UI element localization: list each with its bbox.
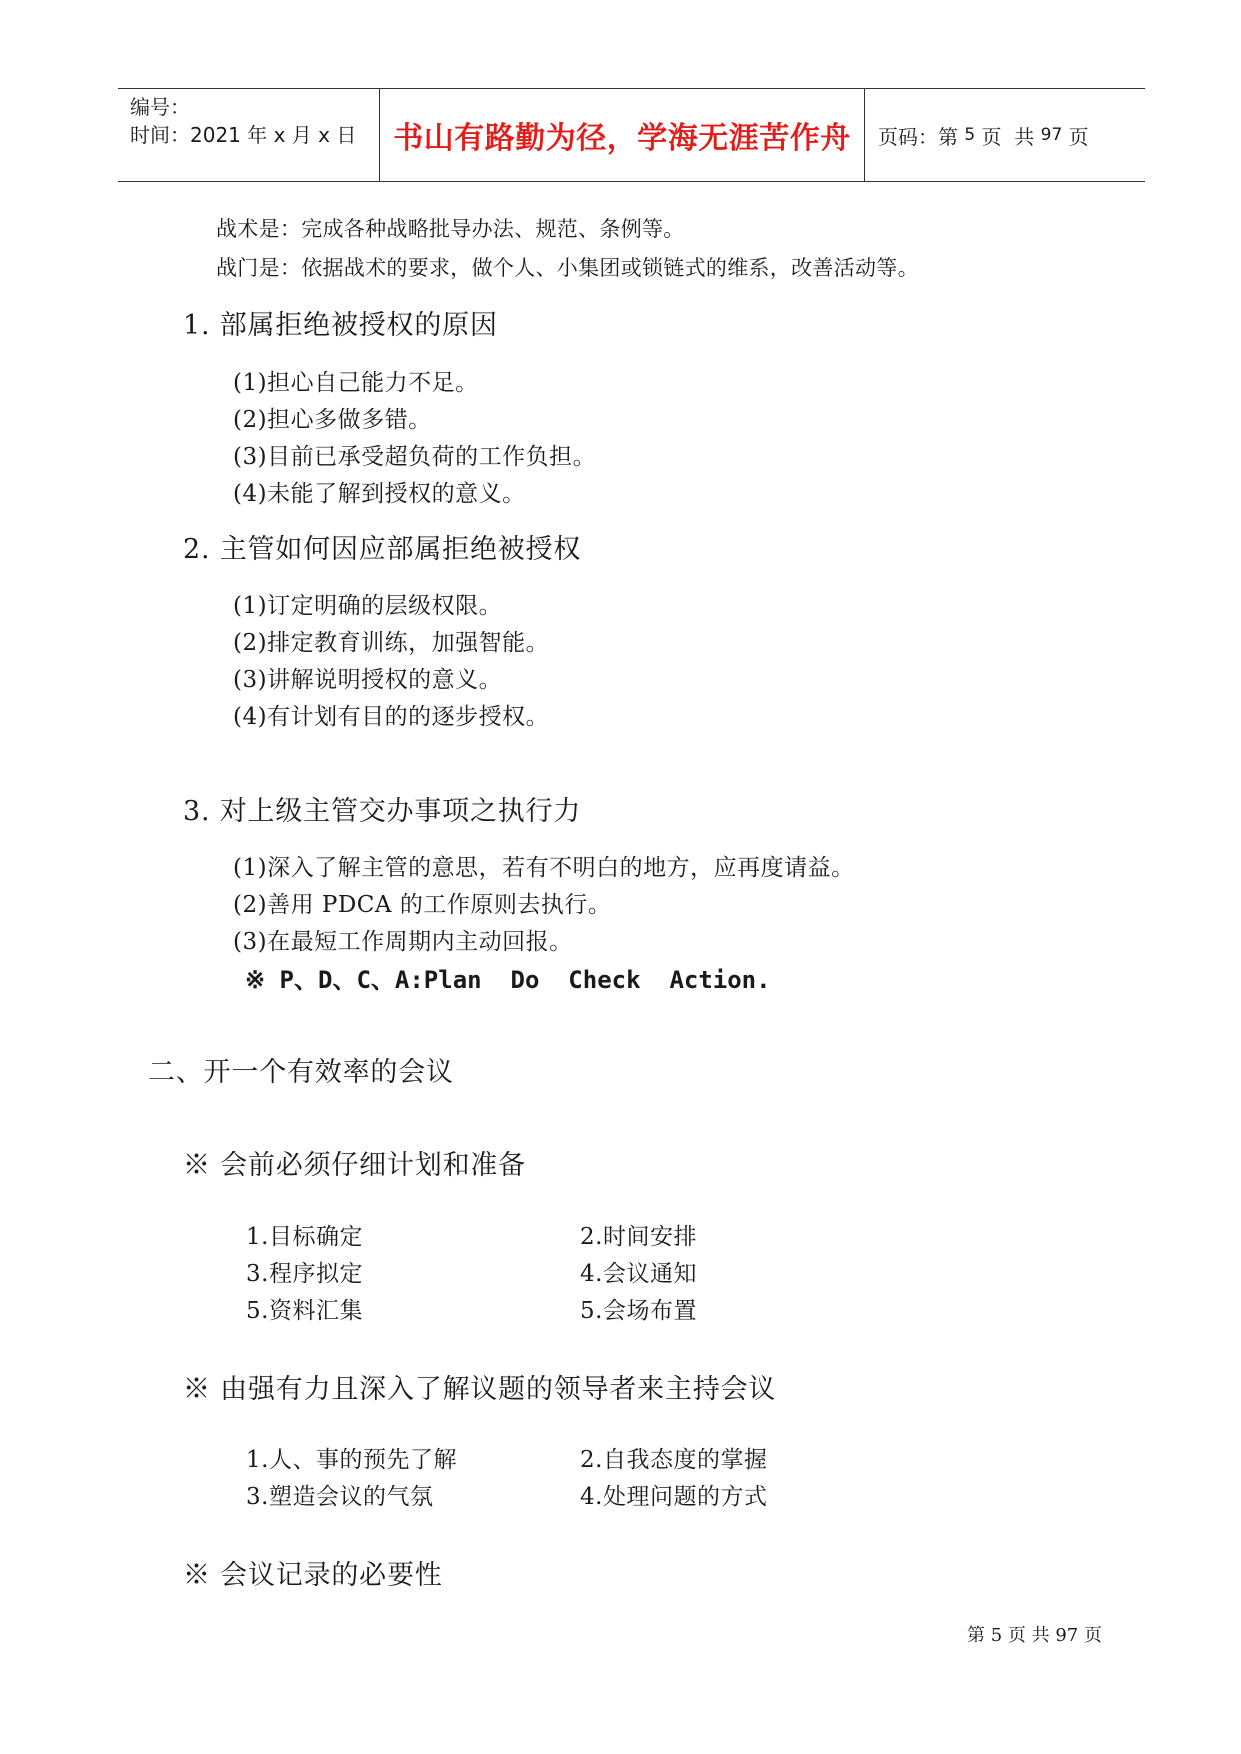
prep-item: 2.时间安排 xyxy=(580,1224,697,1250)
list-item: (4)有计划有目的的逐步授权。 xyxy=(233,704,550,730)
prep-item: 5.会场布置 xyxy=(580,1298,697,1324)
header-meta xyxy=(130,93,356,149)
list-item: (3)讲解说明授权的意义。 xyxy=(233,667,503,693)
list-item: (1)担心自己能力不足。 xyxy=(233,370,479,396)
meeting-title: 二、开一个有效率的会议 xyxy=(148,1057,454,1088)
intro-combat: 战门是：依据战术的要求，做个人、小集团或锁链式的维系，改善活动等。 xyxy=(216,256,919,280)
prep-item: 1.目标确定 xyxy=(246,1224,363,1250)
header-motto: 书山有路勤为径，学海无涯苦作舟 xyxy=(393,121,851,156)
list-item: (3)目前已承受超负荷的工作负担。 xyxy=(233,444,597,470)
document-number-label: 编号： xyxy=(130,95,190,119)
leader-item: 3.塑造会议的气氛 xyxy=(246,1484,434,1510)
records-title: ※ 会议记录的必要性 xyxy=(183,1560,443,1591)
list-item: (1)订定明确的层级权限。 xyxy=(233,593,503,619)
leader-item: 2.自我态度的掌握 xyxy=(580,1447,768,1473)
header-page-info xyxy=(878,89,1089,181)
list-item: (2)排定教育训练，加强智能。 xyxy=(233,630,550,656)
page-footer: 第 5 页 共 97 页 xyxy=(967,1625,1102,1646)
document-time-label: 时间：2021 年 x 月 x 日 xyxy=(130,123,357,147)
page-header xyxy=(118,88,1145,182)
prep-title: ※ 会前必须仔细计划和准备 xyxy=(183,1150,526,1181)
leader-item: 4.处理问题的方式 xyxy=(580,1484,768,1510)
section3-title: 3. 对上级主管交办事项之执行力 xyxy=(183,796,582,827)
leader-item: 1.人、事的预先了解 xyxy=(246,1447,457,1473)
prep-item: 4.会议通知 xyxy=(580,1261,697,1287)
section2-title: 2. 主管如何因应部属拒绝被授权 xyxy=(183,534,582,565)
header-divider xyxy=(864,89,865,181)
page-number: 5 xyxy=(964,125,976,145)
page-prefix: 页码：第 xyxy=(878,124,965,149)
intro-tactics: 战术是：完成各种战略批导办法、规范、条例等。 xyxy=(216,217,685,241)
leader-title: ※ 由强有力且深入了解议题的领导者来主持会议 xyxy=(183,1374,777,1405)
prep-item: 5.资料汇集 xyxy=(246,1298,363,1324)
page-suffix: 页 xyxy=(1062,124,1089,149)
page-mid: 页 共 xyxy=(975,124,1041,149)
pdca-note: ※ P、D、C、A:Plan Do Check Action. xyxy=(245,966,771,994)
list-item: (3)在最短工作周期内主动回报。 xyxy=(233,929,573,955)
list-item: (2)担心多做多错。 xyxy=(233,407,432,433)
page-total: 97 xyxy=(1040,125,1063,145)
list-item: (2)善用 PDCA 的工作原则去执行。 xyxy=(233,892,612,918)
prep-item: 3.程序拟定 xyxy=(246,1261,363,1287)
list-item: (4)未能了解到授权的意义。 xyxy=(233,481,526,507)
section1-title: 1. 部属拒绝被授权的原因 xyxy=(183,310,498,341)
list-item: (1)深入了解主管的意思，若有不明白的地方，应再度请益。 xyxy=(233,855,855,881)
